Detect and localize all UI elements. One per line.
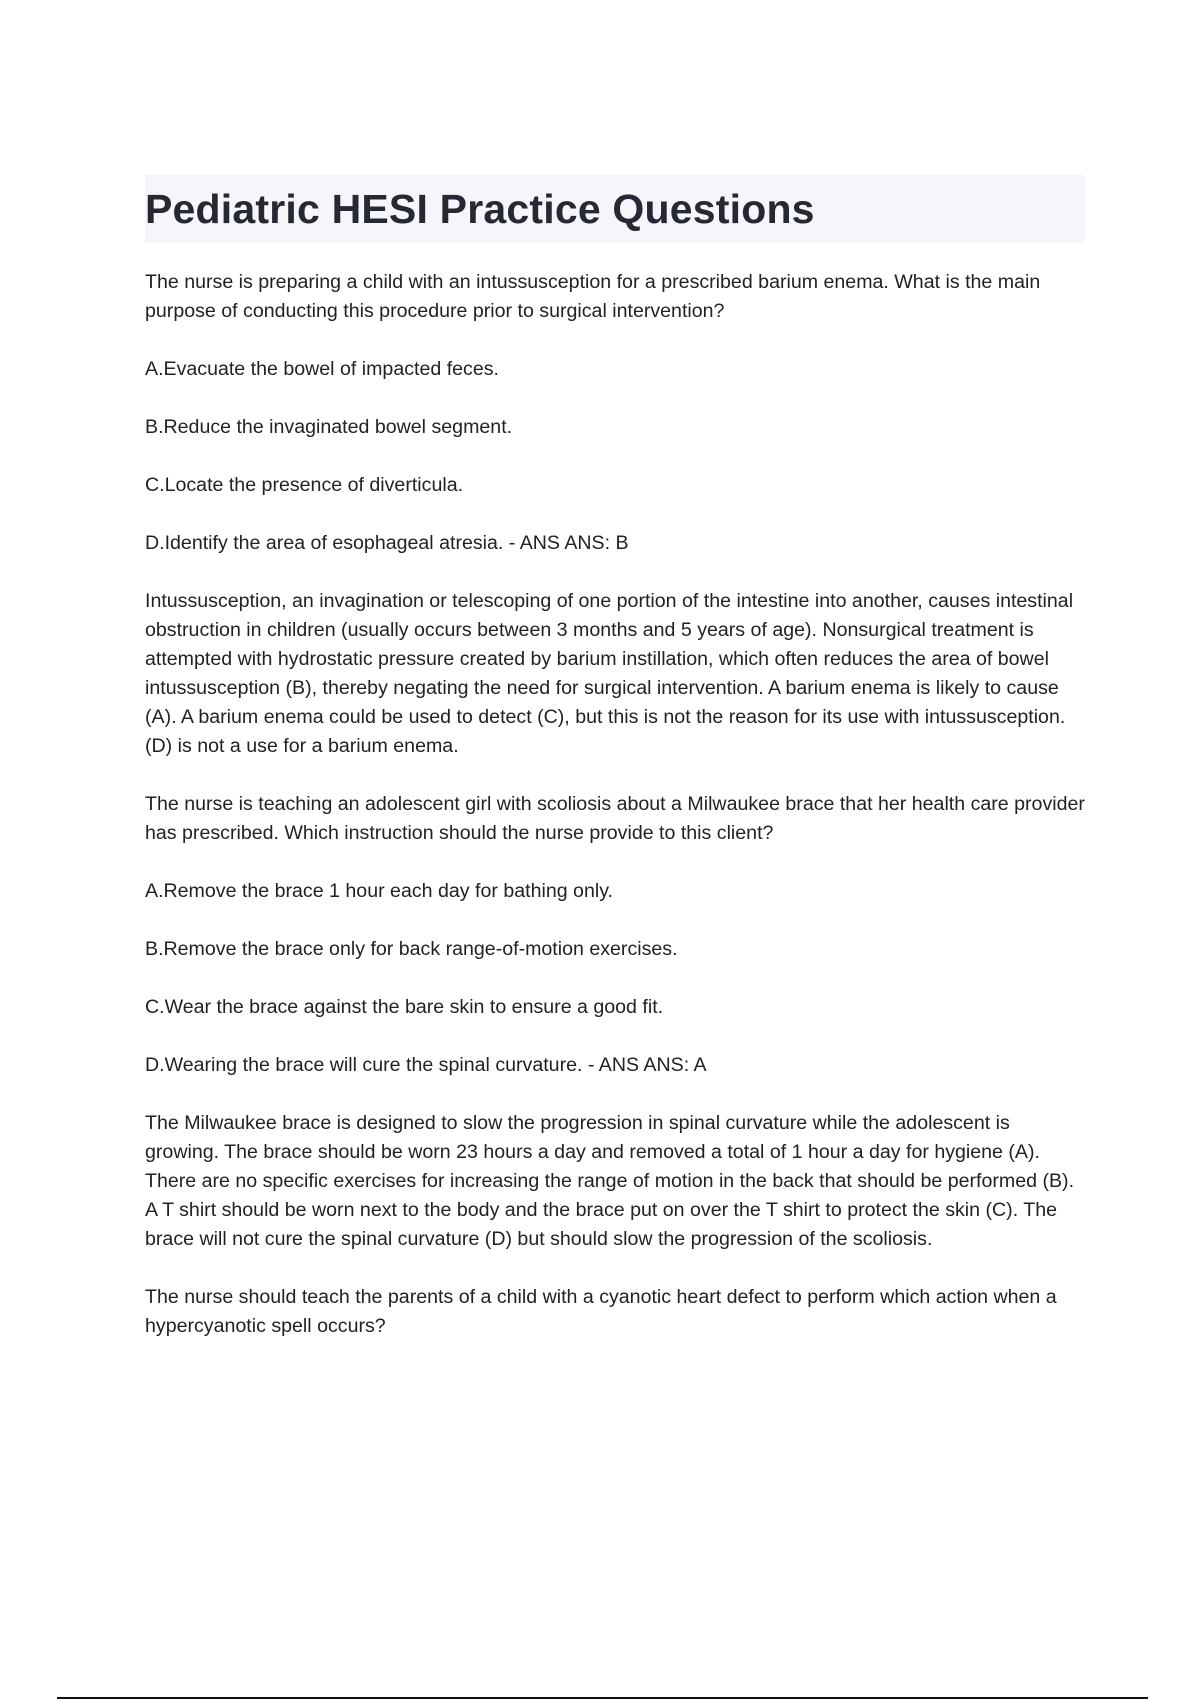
document-body xyxy=(145,268,1085,1370)
page-title: Pediatric HESI Practice Questions xyxy=(145,186,815,232)
question-2-stem: The nurse is teaching an adolescent girl with scoliosis about a Milwaukee brace that her health care provider has prescribed. Which instruction should the nurse provide to this client? xyxy=(145,793,1085,844)
question-3-stem: The nurse should teach the parents of a child with a cyanotic heart defect to perform which action when a hypercyanotic spell occurs? xyxy=(145,1286,1057,1337)
question-1-option-b: B.Reduce the invaginated bowel segment. xyxy=(145,416,513,438)
question-2-option-c: C.Wear the brace against the bare skin to ensure a good fit. xyxy=(145,996,664,1018)
question-2-option-d-answer: D.Wearing the brace will cure the spinal curvature. - ANS ANS: A xyxy=(145,1054,707,1076)
title-banner xyxy=(145,175,1085,243)
question-1-option-d-answer: D.Identify the area of esophageal atresia. - ANS ANS: B xyxy=(145,532,629,554)
question-2-rationale: The Milwaukee brace is designed to slow the progression in spinal curvature while the adolescent is growing. The brace should be worn 23 hours a day and removed a total of 1 hour a day for hygiene (A). There are no specific exercises for increasing the range of motion in the back that should be performed (B). A T shirt should be worn next to the body and the brace put on over the T shirt to protect the skin (C). The brace will not cure the spinal curvature (D) but should slow the progression of the scoliosis. xyxy=(145,1112,1075,1250)
question-1-stem: The nurse is preparing a child with an intussusception for a prescribed barium enema. What is the main purpose of conducting this procedure prior to surgical intervention? xyxy=(145,271,1041,322)
page-bottom-divider xyxy=(57,1697,1148,1699)
question-1-option-a: A.Evacuate the bowel of impacted feces. xyxy=(145,358,499,380)
question-2-option-b: B.Remove the brace only for back range-of-motion exercises. xyxy=(145,938,678,960)
question-1-rationale: Intussusception, an invagination or telescoping of one portion of the intestine into another, causes intestinal obstruction in children (usually occurs between 3 months and 5 years of age). Nonsurgical treatment is attempted with hydrostatic pressure created by barium instillation, which often reduces the area of bowel intussusception (B), thereby negating the need for surgical intervention. A barium enema is likely to cause (A). A barium enema could be used to detect (C), but this is not the reason for its use with intussusception. (D) is not a use for a barium enema. xyxy=(145,590,1074,757)
question-2-option-a: A.Remove the brace 1 hour each day for bathing only. xyxy=(145,880,613,902)
question-1-option-c: C.Locate the presence of diverticula. xyxy=(145,474,464,496)
